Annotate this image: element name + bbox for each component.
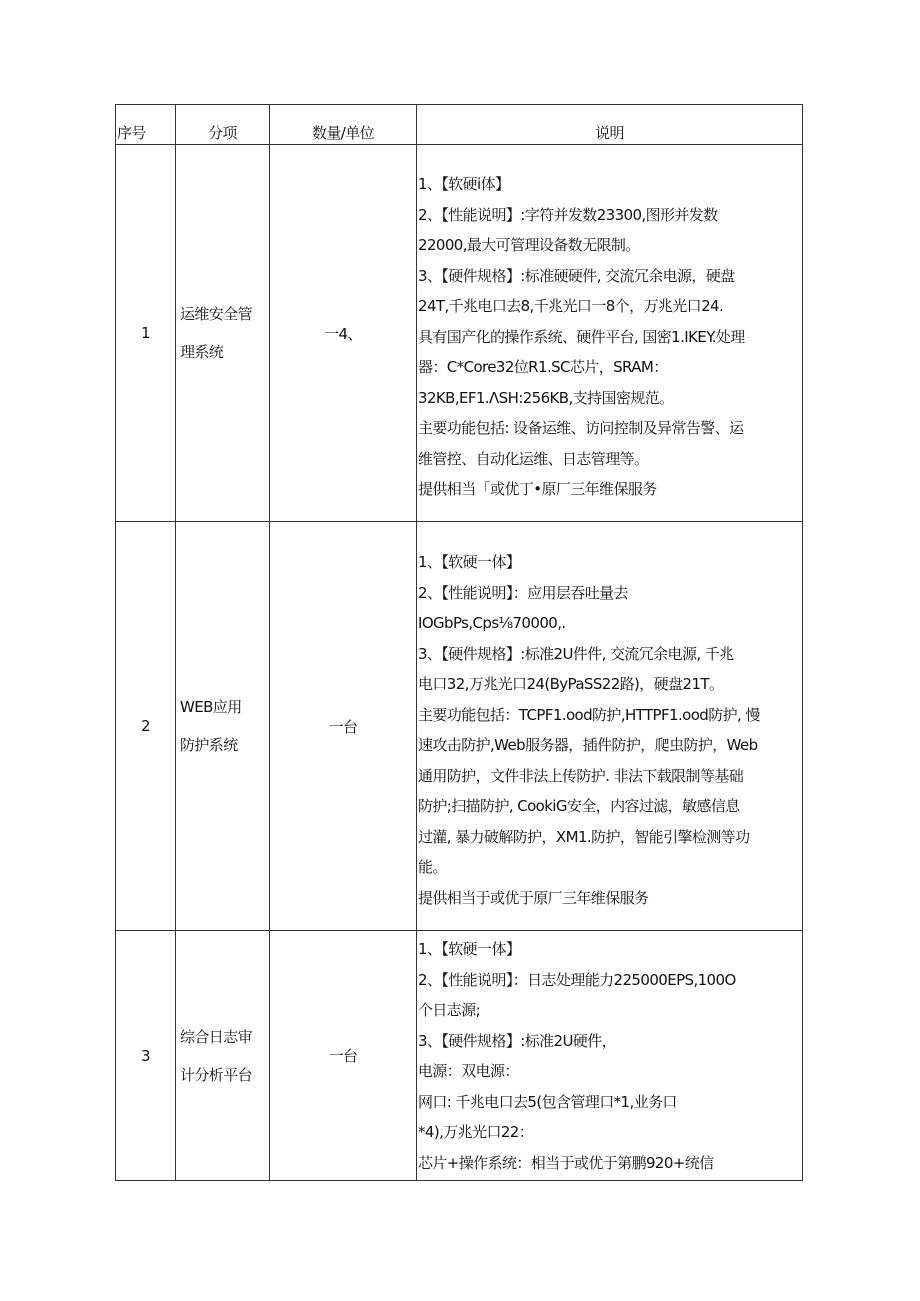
row-desc xyxy=(417,145,803,522)
row-desc xyxy=(417,931,803,1181)
header-qty: 数量/单位 xyxy=(270,105,417,145)
desc-line: 通用防护，文件非法上传防护. 非法下载限制等基础 xyxy=(418,766,744,785)
row-qty: 一台 xyxy=(270,522,417,931)
item-line: 防护系统 xyxy=(180,736,238,754)
spec-table xyxy=(115,104,803,1181)
item-line: 计分析平台 xyxy=(180,1065,253,1084)
desc-line: 提供相当于或优于原厂三年维保服务 xyxy=(418,888,649,907)
desc-line: 维管控、自动化运维、日志管理等。 xyxy=(418,449,649,468)
desc-line: 3、【硬件规格】:标准2U硬件， xyxy=(418,1031,617,1050)
desc-line: 2、【性能说明】：应用层吞吐量去 xyxy=(418,583,628,602)
row-qty: 一4、 xyxy=(270,145,417,522)
desc-line: 2、【性能说明】：日志处理能力225000EPS,100O xyxy=(418,970,736,989)
desc-line: 电源：双电源： xyxy=(418,1062,519,1080)
header-row xyxy=(116,105,803,145)
desc-line: 主要功能包括：TCPF1.ood防护,HTTPF1.ood防护, 慢 xyxy=(418,705,760,724)
table-row xyxy=(116,522,803,931)
desc-line: 3、【硬件规格】:标准2U件件, 交流冗余电源, 千兆 xyxy=(418,644,734,663)
desc-line: 32KB,EF1.ΛSH:256KB,支持国密规范。 xyxy=(418,388,674,407)
row-item xyxy=(176,931,270,1181)
desc-line: 1、【软硬i体】 xyxy=(418,175,510,193)
header-desc: 说明 xyxy=(417,105,803,145)
header-seq: 序号 xyxy=(116,105,176,145)
desc-line: 个日志源; xyxy=(418,1001,481,1019)
row-seq: 3 xyxy=(116,931,176,1181)
row-seq: 1 xyxy=(116,145,176,522)
row-seq: 2 xyxy=(116,522,176,931)
row-desc xyxy=(417,522,803,931)
desc-line: 1、【软硬一体】 xyxy=(418,553,521,571)
table-row xyxy=(116,145,803,522)
desc-line: 主要功能包括: 设备运维、访问控制及异常告警、运 xyxy=(418,419,744,437)
desc-line: 过灌, 暴力破解防护，XM1.防护，智能引擎检测等功 xyxy=(418,827,750,846)
item-line: 综合日志审 xyxy=(180,1027,253,1046)
header-item: 分项 xyxy=(176,105,270,145)
desc-line: 24T,千兆电口去8,千兆光口一8个，万兆光口24. xyxy=(418,297,724,315)
desc-line: 网口: 千兆电口去5(包含管理口*1,业务口 xyxy=(418,1092,677,1111)
desc-line: 器：C*Core32位R1.SC芯片，SRAM： xyxy=(418,358,668,376)
item-line: 理系统 xyxy=(180,343,224,361)
table-row xyxy=(116,931,803,1181)
desc-line: 2、【性能说明】:字符并发数23300,图形并发数 xyxy=(418,205,718,224)
desc-line: 芯片+操作系统：相当于或优于第鹏920+统信 xyxy=(418,1153,714,1172)
item-line: WEB应用 xyxy=(180,698,242,716)
desc-line: 速攻击防护,Web服务器，插件防护，爬虫防护，Web xyxy=(418,736,758,754)
desc-line: 具有国产化的操作系统、硬件平台, 国密1.IKEY.处理 xyxy=(418,327,745,346)
desc-line: 电口32,万兆光口24(ByPaSS22路)，硬盘21T。 xyxy=(418,675,724,693)
desc-line: IOGbPs,Cps⅛70000,. xyxy=(418,614,566,632)
row-item xyxy=(176,145,270,522)
desc-line: 能。 xyxy=(418,858,447,876)
item-line: 运维安全管 xyxy=(180,305,253,323)
desc-line: 提供相当「或优丁•原厂三年维保服务 xyxy=(418,480,657,498)
row-item xyxy=(176,522,270,931)
desc-line: 3、【硬件规格】:标准硬硬件, 交流冗余电源，硬盘 xyxy=(418,266,735,285)
desc-line: 防护;扫描防护, CookiG安全，内容过滤，敏感信息 xyxy=(418,797,740,815)
desc-line: 22000,最大可管理设备数无限制。 xyxy=(418,236,640,254)
desc-line: *4),万兆光口22： xyxy=(418,1123,534,1141)
desc-line: 1、【软硬一体】 xyxy=(418,940,521,958)
row-qty: 一台 xyxy=(270,931,417,1181)
